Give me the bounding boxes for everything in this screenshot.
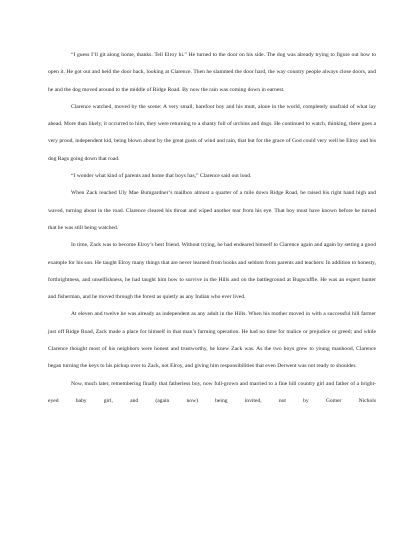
paragraph: “I wonder what kind of parents and home that boys has,” Clarence said out loud. [71, 173, 252, 180]
paragraph: When Zack reached Uly Mae Bumgardner’s mailbox almost a quarter of a mile down Ridge Road, he raised his right hand high and waved, turning about in the road. Clarence cleared his throat and wiped another tear from his eye. That boy must have known before he turned that he was still being watched. [48, 190, 376, 231]
paragraph: Now, much later, remembering finally that fatherless boy, now full-grown and married to a fine hill country girl and father of a bright-eyed baby girl, and (again now) being invited, not by Gomer Nichols [48, 380, 376, 404]
paragraph: “I guess I’ll git along home, thanks. Tell Elroy hi.” He turned to the door on his side. The dog was already trying to figure out how to open it. He got out and held the door back, looking at Clarence. Then he slammed the door hard, the way country people always close doors, and he and the dog moved around to the middle of Ridge Road. By now the rain was coming down in earnest. [48, 52, 376, 93]
paragraph: Clarence watched, moved by the scene: A very small, barefoot boy and his mutt, alone in the world, completely unafraid of what lay ahead. More than likely, it occurred to him, they were returning to a shanty full of urchins and dogs. He continued to watch, thinking, there goes a very proud, independent kid, being blown about by the great gusts of wind and rain, that but for the grace of God could very well be Elroy and his dog Rags going down that road. [48, 103, 376, 162]
body-text [48, 47, 376, 410]
paragraph: At eleven and twelve he was already as independent as any adult in the Hills. When his mother moved in with a successful hill farmer just off Ridge Road, Zack made a place for himself in that man’s farming operation. He had no time for malice or prejudice or greed; and while Clarence thought most of his neighbors were honest and trustworthy, he knew Zack was. As the two boys grew to young manhood, Clarence began turning the keys to his pickup over to Zack, not Elroy, and giving him responsibilities that even Derwent was not ready to shoulder. [48, 311, 376, 370]
paragraph: In time, Zack was to become Elroy’s best friend. Without trying, he had endeared himself to Clarence again and again by setting a good example for his son. He taught Elroy many things that are never learned from books and seldom from parents and teachers: In addition to honesty, forthrightness, and unselfishness, he had taught him how to survive in the Hills and on the battleground at Bugscuffle. He was an expert hunter and fisherman, and he moved through the forest as quietly as any Indian who ever lived. [48, 242, 376, 301]
